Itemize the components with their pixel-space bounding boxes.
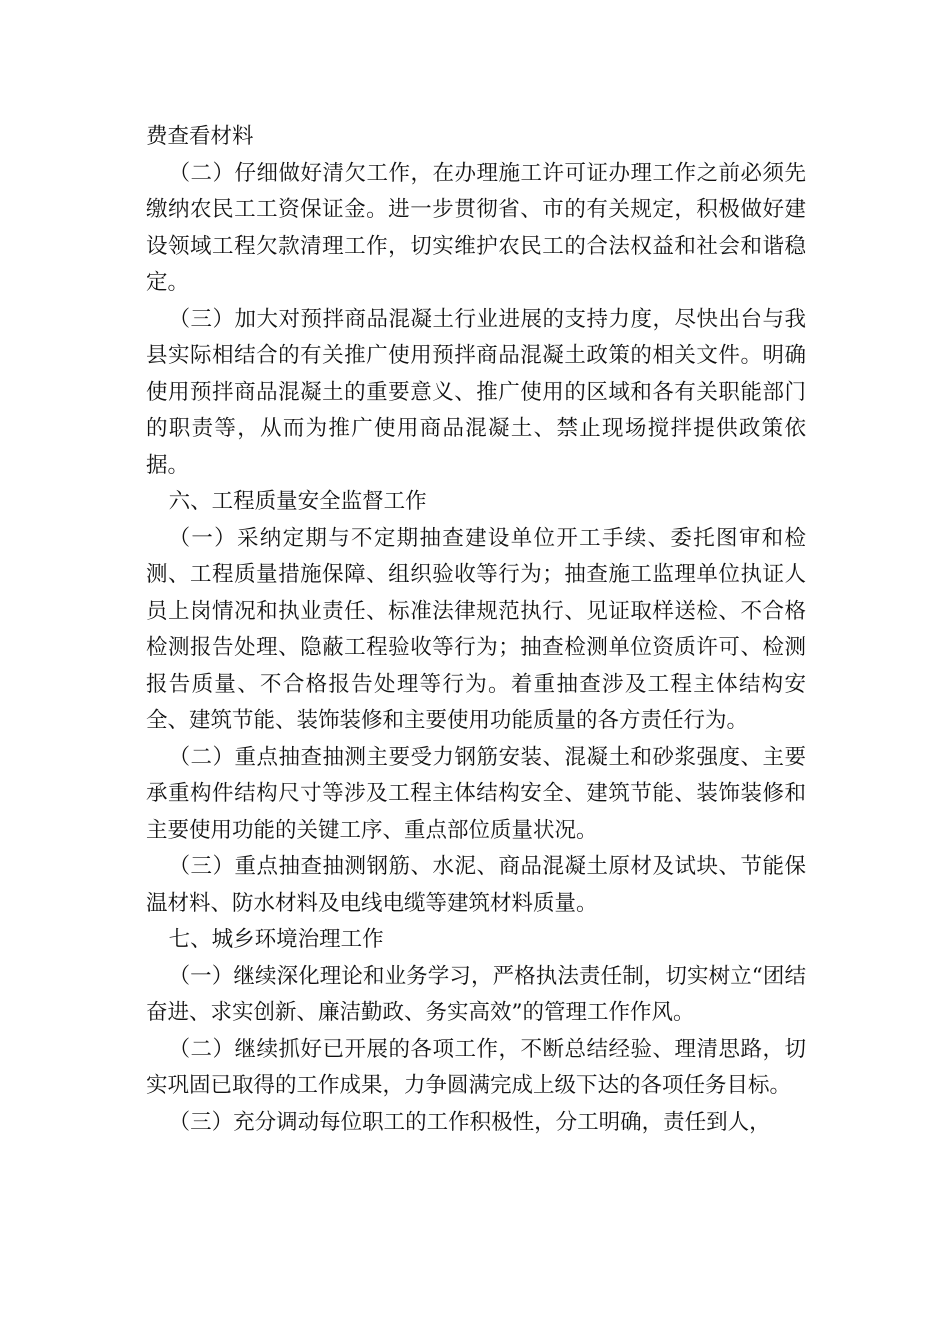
- paragraph-clearing-arrears: （二）仔细做好清欠工作，在办理施工许可证办理工作之前必须先缴纳农民工工资保证金。进一步贯彻省、市的有关规定，积极做好建设领域工程欠款清理工作，切实维护农民工的合法权益和社会和谐稳定。: [146, 160, 806, 295]
- section-heading-quality-safety: 六、工程质量安全监督工作: [168, 489, 427, 514]
- paragraph-materials-quality: （三）重点抽查抽测钢筋、水泥、商品混凝土原材及试块、节能保温材料、防水材料及电线电缆等建筑材料质量。: [146, 854, 806, 916]
- section-heading-environment: 七、城乡环境治理工作: [168, 927, 384, 952]
- paragraph-staff-motivation: （三）充分调动每位职工的工作积极性，分工明确，责任到人，: [168, 1109, 771, 1135]
- document-body: [146, 119, 806, 1141]
- paragraph-key-inspections: （二）重点抽查抽测主要受力钢筋安装、混凝土和砂浆强度、主要承重构件结构尺寸等涉及工程主体结构安全、建筑节能、装饰装修和主要使用功能的关键工序、重点部位质量状况。: [146, 744, 806, 843]
- paragraph-spot-checks: （一）采纳定期与不定期抽查建设单位开工手续、委托图审和检测、工程质量措施保障、组织验收等行为；抽查施工监理单位执证人员上岗情况和执业责任、标准法律规范执行、见证取样送检、不合格检测报告处理、隐蔽工程验收等行为；抽查检测单位资质许可、检测报告质量、不合格报告处理等行为。着重抽查涉及工程主体结构安全、建筑节能、装饰装修和主要使用功能质量的各方责任行为。: [146, 525, 806, 733]
- paragraph-study-and-duty: （一）继续深化理论和业务学习，严格执法责任制，切实树立“团结奋进、求实创新、廉洁勤政、务实高效”的管理工作作风。: [146, 963, 806, 1025]
- paragraph-ready-mix-concrete: （三）加大对预拌商品混凝土行业进展的支持力度，尽快出台与我县实际相结合的有关推广使用预拌商品混凝土政策的相关文件。明确使用预拌商品混凝土的重要意义、推广使用的区域和各有关职能部门的职责等，从而为推广使用商品混凝土、禁止现场搅拌提供政策依据。: [146, 306, 806, 478]
- paragraph-continuation: 费查看材料: [146, 124, 254, 149]
- paragraph-ongoing-work: （二）继续抓好已开展的各项工作，不断总结经验、理清思路，切实巩固已取得的工作成果，力争圆满完成上级下达的各项任务目标。: [146, 1036, 806, 1098]
